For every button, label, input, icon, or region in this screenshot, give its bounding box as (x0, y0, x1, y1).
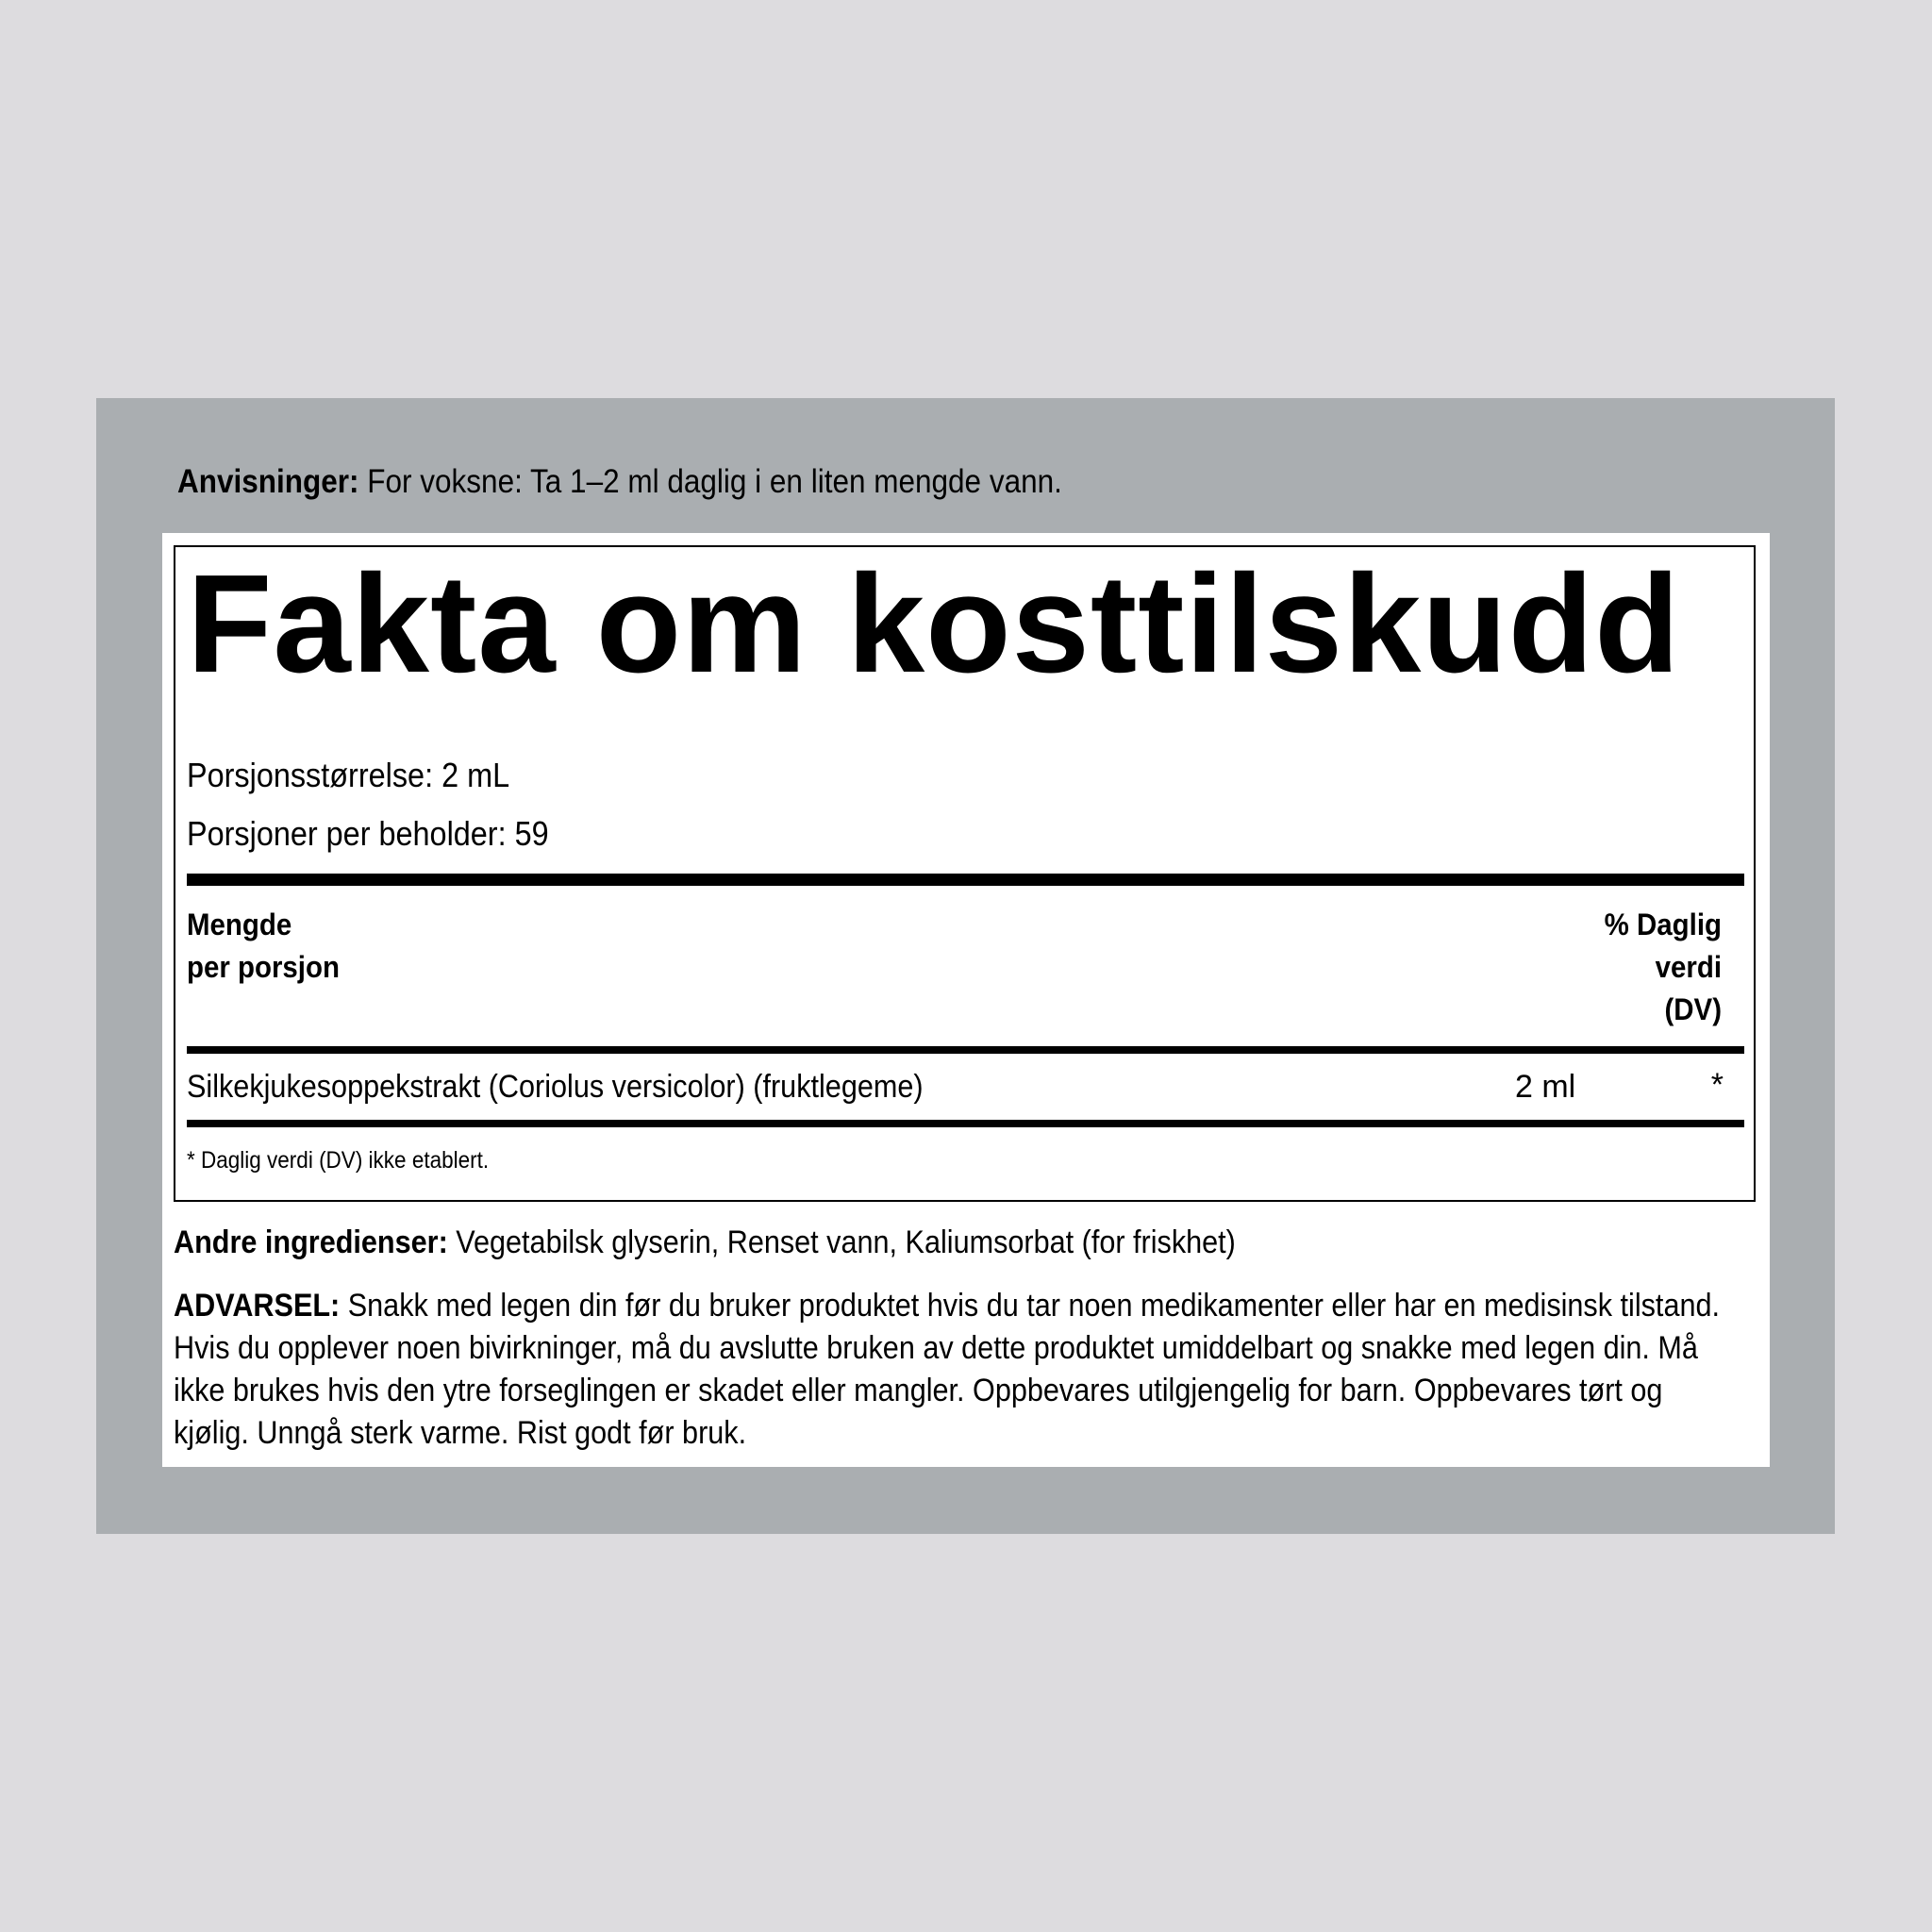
servings-per-container: Porsjoner per beholder: 59 (187, 814, 549, 853)
other-ingredients-text: Vegetabilsk glyserin, Renset vann, Kaliumsorbat (for friskhet) (447, 1224, 1236, 1260)
warning-line-1 (174, 1285, 1778, 1327)
amount-per-serving-header (187, 904, 447, 989)
ingredient-amount: 2 ml (1515, 1069, 1576, 1105)
amount-header-line1: Mengde (187, 908, 292, 941)
dv-header-line3: (DV) (1664, 992, 1722, 1026)
warning-line1-text: Snakk med legen din før du bruker produktet hvis du tar noen medikamenter eller har en medisinsk tilstand. (340, 1288, 1720, 1324)
ingredient-row (187, 1060, 1744, 1113)
facts-title: Fakta om kosttilskudd (187, 546, 1681, 702)
warning-line-2: Hvis du opplever noen bivirkninger, må du avslutte bruken av dette produktet umiddelbart og snakke med legen din. Må (174, 1330, 1698, 1366)
directions-text (177, 459, 1062, 505)
ingredient-dv: * (1710, 1067, 1724, 1103)
ingredient-name: Silkekjukesoppekstrakt (Coriolus versicolor) (fruktlegeme) (187, 1069, 924, 1105)
ingredient-divider (187, 1120, 1744, 1127)
warning-line-3: ikke brukes hvis den ytre forseglingen er skadet eller mangler. Oppbevares utilgjengelig for barn. Oppbevares tørt og (174, 1373, 1663, 1408)
thick-divider (187, 874, 1744, 886)
dv-header-line2: verdi (1655, 950, 1722, 984)
directions-body: For voksne: Ta 1–2 ml daglig i en liten mengde vann. (358, 463, 1062, 500)
serving-size: Porsjonsstørrelse: 2 mL (187, 756, 510, 794)
amount-header-line2: per porsjon (187, 950, 340, 984)
directions-label: Anvisninger: (177, 463, 359, 500)
warning-text (174, 1285, 1778, 1455)
supplement-facts-box (174, 545, 1756, 1202)
header-divider (187, 1046, 1744, 1054)
dv-footnote: * Daglig verdi (DV) ikke etablert. (187, 1147, 490, 1174)
daily-value-header (1548, 904, 1722, 1031)
warning-line-4: kjølig. Unngå sterk varme. Rist godt før bruk. (174, 1415, 747, 1451)
dv-header-line1: % Daglig (1604, 908, 1722, 941)
warning-label: ADVARSEL: (174, 1288, 341, 1324)
other-ingredients (174, 1222, 1236, 1263)
other-ingredients-label: Andre ingredienser: (174, 1224, 448, 1260)
